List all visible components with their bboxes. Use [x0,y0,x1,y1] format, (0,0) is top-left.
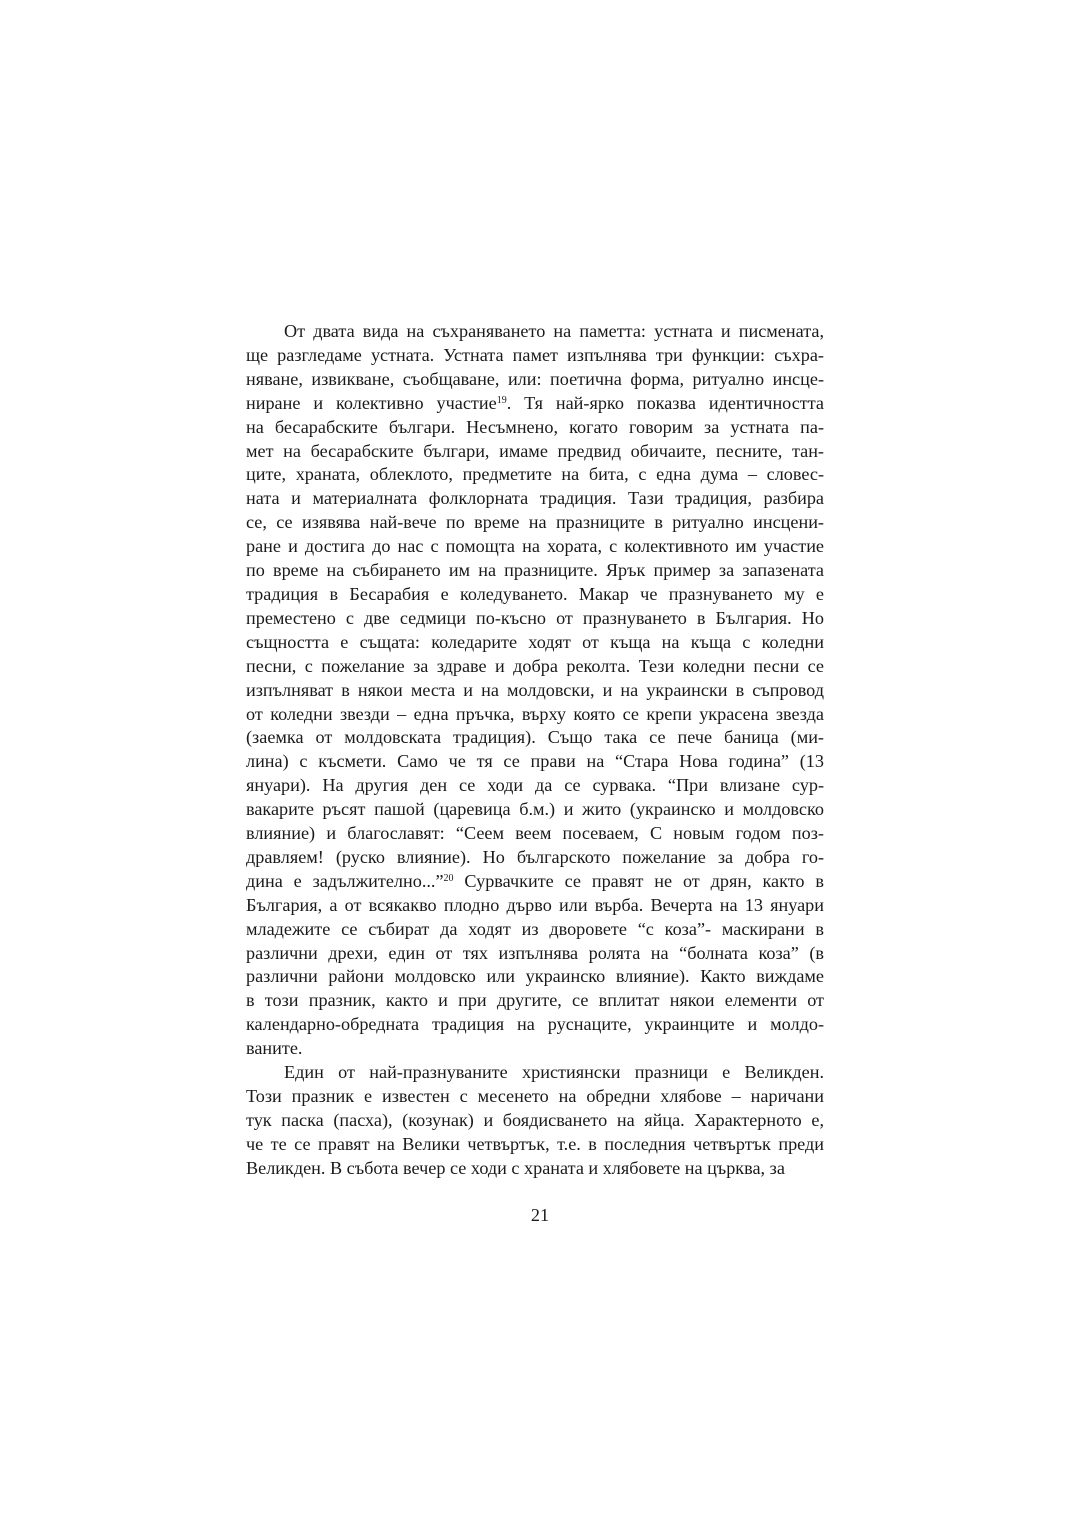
text-segment: лина) с късмети. Само че тя се прави на “Стара Нова година” (13 [246,751,824,772]
text-line [246,511,824,535]
text-line [246,487,824,511]
text-segment: Този празник е известен с месенето на обредни хлябове – наричани [246,1086,824,1106]
text-segment: От двата вида на съхраняването на паметта: устната и писмената, [284,321,824,341]
text-segment: вакарите ръсят пашой (царевица б.м.) и жито (украинско и молдовско [246,799,824,820]
text-segment: ране и достига до нас с помощта на хората, с колективното им участие [246,536,824,557]
text-line [246,846,824,870]
text-line [246,463,824,487]
text-line [246,1061,824,1085]
text-segment: дравляем! (руско влияние). Но българското пожелание за добра го- [246,846,824,867]
text-line [246,440,824,464]
text-segment: тук паска (пасха), (козунак) и боядисването на яйца. Характерното е, [246,1109,824,1130]
text-segment: традиция в Бесарабия е коледуването. Макар че празнуването му е [246,583,824,604]
text-segment: . Тя най-ярко показва идентичността [506,392,824,413]
text-line [246,416,824,440]
text-segment: по време на събирането им на празниците. Ярък пример за запазената [246,560,824,581]
text-segment: същността е същата: коледарите ходят от къща на къща с коледни [246,631,824,652]
text-segment: ната и материалната фолклорната традиция. Тази традиция, разбира [246,488,824,509]
text-segment: преместено с две седмици по-късно от празнуването в България. Но [246,607,824,628]
text-line [246,631,824,655]
text-segment: на бесарабските българи. Несъмнено, когато говорим за устната па- [246,416,824,437]
text-segment: се, се изявява най-вече по време на празниците в ритуално инсцени- [246,512,824,533]
text-line [246,607,824,631]
text-line [246,989,824,1013]
text-segment: изпълняват в някои места и на молдовски, и на украински в съпровод [246,679,824,700]
text-line [246,965,824,989]
text-line [246,703,824,727]
text-line [246,679,824,703]
text-segment: в този празник, както и при другите, се вплитат някои елементи от [246,990,824,1011]
text-line [246,1085,824,1109]
text-line [246,392,824,416]
text-line [246,870,824,894]
text-segment: влияние) и благославят: “Сеем веем посеваем, С новым годом поз- [246,823,824,844]
text-line [246,918,824,942]
text-segment: ците, храната, облеклото, предметите на бита, с една дума – словес- [246,464,824,485]
text-line [246,1037,824,1061]
text-segment: календарно-обредната традиция на руснаците, украинците и молдо- [246,1014,824,1035]
text-line [246,894,824,918]
text-segment: песни, с пожелание за здраве и добра реколта. Тези коледни песни се [246,655,824,676]
paragraph-container [246,320,824,1181]
footnote-marker: 19 [496,394,507,406]
text-line [246,1109,824,1133]
text-segment: (заемка от молдовската традиция). Също така се пече баница (ми- [246,727,824,748]
text-line [246,1013,824,1037]
text-segment: Сурвачките се правят не от дрян, както в [453,870,824,891]
text-segment: младежите се събират да ходят из дворовете “с коза”- маскирани в [246,918,824,939]
paragraph [246,1061,824,1181]
paragraph [246,320,824,1061]
page-number: 21 [530,1205,550,1225]
text-line [246,583,824,607]
text-line [246,798,824,822]
text-line [246,1133,824,1157]
text-segment: различни райони молдовско или украинско влияние). Както виждаме [246,966,824,987]
text-segment: няване, извикване, съобщаване, или: поетична форма, ритуално инсце- [246,368,824,389]
footnote-marker: 20 [443,872,454,884]
text-segment: че те се правят на Велики четвъртък, т.е. в последния четвъртък преди [246,1133,824,1154]
text-segment: България, а от всякакво плодно дърво или върба. Вечерта на 13 януари [246,894,824,915]
text-segment: мет на бесарабските българи, имаме предвид обичаите, песните, тан- [246,440,824,461]
text-segment: различни дрехи, един от тях изпълнява ролята на “болната коза” (в [246,942,824,963]
text-line [246,726,824,750]
text-line [246,535,824,559]
text-segment: Един от най-празнуваните християнски празници е Великден. [284,1062,824,1083]
text-segment: ще разгледаме устната. Устната памет изпълнява три функции: съхра- [246,344,824,365]
text-line [246,750,824,774]
text-line [246,1157,824,1181]
text-line [246,368,824,392]
body-text [246,320,824,1181]
text-line [246,942,824,966]
text-line [246,774,824,798]
text-segment: ваните. [246,1038,303,1059]
text-segment: дина е задължително...” [246,870,444,891]
text-line [246,320,824,344]
text-line [246,344,824,368]
text-segment: ниране и колективно участие [246,392,497,413]
text-line [246,822,824,846]
text-line [246,559,824,583]
text-segment: Великден. В събота вечер се ходи с храната и хлябовете на църква, за [246,1157,785,1178]
text-segment: от коледни звезди – една пръчка, върху която се крепи украсена звезда [246,703,824,724]
text-segment: януари). На другия ден се ходи да се сурвака. “При влизане сур- [246,775,824,796]
text-line [246,655,824,679]
